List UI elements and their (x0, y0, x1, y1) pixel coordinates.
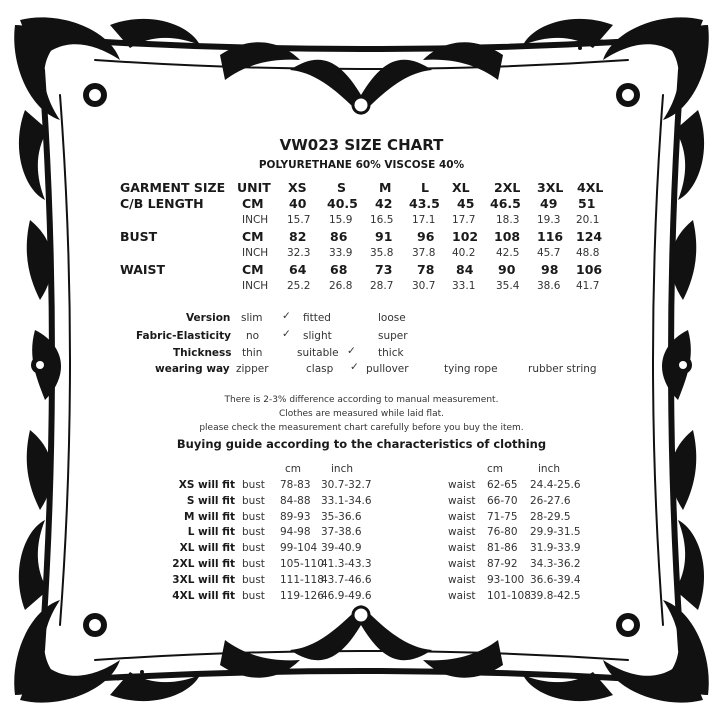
right-side-ornament (662, 220, 696, 510)
guide-size-label: 3XL will fit (172, 573, 235, 586)
row-label-waist: WAIST (120, 262, 166, 277)
guide-waist-cm: 81-86 (487, 542, 518, 555)
cb-length-cm-xl: 45 (457, 196, 475, 211)
guide-waist-cm: 93-100 (487, 573, 525, 586)
bust-cm-xs: 82 (289, 229, 307, 244)
unit-inch: INCH (242, 247, 269, 259)
guide-waist-cm: 62-65 (487, 479, 518, 491)
unit-cm: CM (242, 196, 264, 211)
wearing-option-tying-rope: tying rope (444, 363, 498, 375)
version-check-mark: ✓ (282, 310, 291, 322)
bust-cm-4xl: 124 (576, 229, 603, 244)
cb-length-cm-4xl: 51 (578, 196, 596, 211)
bust-cm-xl: 102 (452, 229, 479, 244)
thickness-check-mark: ✓ (347, 345, 356, 357)
wearing-option-pullover: pullover (366, 363, 409, 375)
guide-col-waist-cm: cm (487, 463, 504, 475)
guide-waist-label: waist (448, 542, 476, 555)
attr-label-version: Version (186, 312, 231, 324)
wearing-option-rubber-string: rubber string (528, 363, 597, 375)
guide-col-waist-inch: inch (538, 463, 560, 475)
header-size-m: M (379, 180, 392, 195)
left-side-ornament (27, 220, 61, 510)
waist-cm-xs: 64 (289, 262, 307, 277)
waist-cm-2xl: 90 (498, 262, 516, 277)
thickness-option-thick: thick (378, 347, 404, 359)
cb-length-inch-2xl: 18.3 (496, 214, 520, 226)
guide-size-label: S will fit (186, 494, 235, 507)
cb-length-inch-xl: 17.7 (452, 214, 476, 226)
guide-bust-label: bust (242, 526, 265, 539)
guide-waist-label: waist (448, 558, 476, 570)
guide-waist-inch: 36.6-39.4 (530, 573, 581, 586)
guide-bust-inch: 41.3-43.3 (321, 558, 372, 570)
bust-inch-4xl: 48.8 (576, 247, 600, 259)
guide-waist-inch: 26-27.6 (530, 494, 571, 507)
unit-cm: CM (242, 229, 264, 244)
attr-label-fabric-elasticity: Fabric-Elasticity (136, 330, 231, 342)
row-label-bust: BUST (120, 229, 158, 244)
guide-bust-inch: 33.1-34.6 (321, 494, 372, 507)
guide-bust-inch: 37-38.6 (321, 526, 362, 539)
wearing-option-clasp: clasp (306, 363, 334, 375)
header-size-3xl: 3XL (537, 180, 564, 195)
waist-cm-xl: 84 (456, 262, 474, 277)
bust-cm-s: 86 (330, 229, 348, 244)
waist-inch-s: 26.8 (329, 280, 353, 292)
unit-inch: INCH (242, 214, 269, 226)
guide-waist-label: waist (448, 573, 476, 586)
guide-waist-inch: 24.4-25.6 (530, 479, 581, 491)
note-measurement-difference: There is 2-3% difference according to manual measurement. (224, 395, 499, 405)
thickness-option-suitable: suitable (297, 347, 339, 359)
note-laid-flat: Clothes are measured while laid flat. (279, 409, 444, 419)
version-option-fitted: fitted (303, 312, 331, 324)
guide-bust-inch: 39-40.9 (321, 542, 362, 555)
bust-inch-m: 35.8 (370, 247, 394, 259)
chart-title: VW023 SIZE CHART (279, 136, 444, 154)
guide-size-label: 4XL will fit (172, 589, 235, 602)
bottom-center-ornament (220, 605, 503, 678)
guide-size-label: L will fit (187, 526, 235, 539)
waist-inch-2xl: 35.4 (496, 280, 520, 292)
waist-cm-m: 73 (375, 262, 393, 277)
guide-bust-cm: 84-88 (280, 494, 311, 507)
guide-bust-label: bust (242, 542, 265, 555)
bust-inch-xl: 40.2 (452, 247, 476, 259)
thickness-option-thin: thin (242, 347, 263, 359)
bust-cm-m: 91 (375, 229, 393, 244)
guide-bust-label: bust (242, 494, 265, 507)
elasticity-option-no: no (246, 330, 260, 342)
guide-bust-inch: 30.7-32.7 (321, 479, 372, 491)
cb-length-inch-s: 15.9 (329, 214, 353, 226)
bust-inch-2xl: 42.5 (496, 247, 520, 259)
waist-cm-4xl: 106 (576, 262, 603, 277)
guide-size-label: M will fit (183, 510, 235, 523)
bust-cm-2xl: 108 (494, 229, 521, 244)
waist-cm-3xl: 98 (541, 262, 559, 277)
guide-waist-label: waist (448, 526, 476, 539)
header-size-l: L (421, 180, 429, 195)
cb-length-inch-xs: 15.7 (287, 214, 311, 226)
guide-bust-label: bust (242, 558, 265, 570)
guide-waist-inch: 39.8-42.5 (530, 589, 581, 602)
guide-size-label: XS will fit (178, 479, 235, 491)
waist-inch-xl: 33.1 (452, 280, 476, 292)
waist-cm-l: 78 (417, 262, 435, 277)
bust-inch-xs: 32.3 (287, 247, 311, 259)
waist-inch-3xl: 38.6 (537, 280, 561, 292)
attr-label-wearing-way: wearing way (155, 363, 230, 375)
cb-length-cm-3xl: 49 (540, 196, 558, 211)
cb-length-inch-l: 17.1 (412, 214, 436, 226)
guide-bust-inch: 43.7-46.6 (321, 573, 372, 586)
fabric-composition: POLYURETHANE 60% VISCOSE 40% (258, 159, 465, 171)
guide-waist-label: waist (448, 479, 476, 491)
bust-inch-s: 33.9 (329, 247, 353, 259)
version-option-loose: loose (378, 312, 406, 324)
waist-inch-4xl: 41.7 (576, 280, 600, 292)
header-size-s: S (337, 180, 347, 195)
bust-cm-3xl: 116 (537, 229, 564, 244)
header-size-xl: XL (452, 180, 470, 195)
guide-bust-cm: 99-104 (280, 542, 318, 555)
cb-length-cm-s: 40.5 (327, 196, 358, 211)
guide-bust-cm: 89-93 (280, 510, 311, 523)
version-option-slim: slim (241, 312, 263, 324)
note-check-chart: please check the measurement chart carefully before you buy the item. (199, 423, 524, 433)
guide-bust-cm: 78-83 (280, 479, 311, 491)
unit-inch: INCH (242, 280, 269, 292)
top-center-ornament (220, 42, 503, 115)
guide-col-bust-cm: cm (285, 463, 302, 475)
waist-cm-s: 68 (330, 262, 348, 277)
guide-size-label: 2XL will fit (172, 558, 235, 570)
elasticity-check-mark: ✓ (282, 328, 291, 340)
bust-inch-3xl: 45.7 (537, 247, 561, 259)
bust-cm-l: 96 (417, 229, 435, 244)
row-label-cb-length: C/B LENGTH (120, 196, 204, 211)
cb-length-inch-3xl: 19.3 (537, 214, 561, 226)
wearing-option-zipper: zipper (236, 363, 269, 375)
guide-size-label: XL will fit (179, 542, 235, 555)
header-size-xs: XS (288, 180, 307, 195)
guide-waist-cm: 71-75 (487, 510, 518, 523)
cb-length-cm-2xl: 46.5 (490, 196, 521, 211)
guide-bust-label: bust (242, 510, 265, 523)
waist-inch-xs: 25.2 (287, 280, 311, 292)
guide-waist-label: waist (448, 494, 476, 507)
guide-bust-cm: 105-110 (280, 558, 324, 570)
guide-waist-cm: 101-108 (487, 589, 531, 602)
buying-guide-title: Buying guide according to the characteristics of clothing (176, 437, 547, 451)
elasticity-option-super: super (378, 330, 408, 342)
guide-bust-cm: 119-126 (280, 589, 324, 602)
waist-inch-m: 28.7 (370, 280, 394, 292)
guide-col-bust-inch: inch (331, 463, 353, 475)
wearing-check-mark: ✓ (350, 361, 359, 373)
cb-length-inch-4xl: 20.1 (576, 214, 600, 226)
header-size-2xl: 2XL (494, 180, 521, 195)
guide-waist-label: waist (448, 589, 476, 602)
guide-bust-label: bust (242, 479, 265, 491)
guide-waist-cm: 76-80 (487, 526, 518, 539)
guide-bust-label: bust (242, 589, 265, 602)
guide-waist-label: waist (448, 510, 476, 523)
unit-cm: CM (242, 262, 264, 277)
bust-inch-l: 37.8 (412, 247, 436, 259)
guide-waist-cm: 87-92 (487, 558, 518, 570)
cb-length-cm-l: 43.5 (409, 196, 440, 211)
guide-waist-inch: 34.3-36.2 (530, 558, 581, 570)
guide-bust-label: bust (242, 573, 265, 586)
elasticity-option-slight: slight (303, 330, 332, 342)
header-unit: UNIT (237, 180, 271, 195)
guide-bust-cm: 94-98 (280, 526, 311, 539)
attr-label-thickness: Thickness (173, 347, 232, 359)
header-garment-size: GARMENT SIZE (120, 180, 226, 195)
cb-length-cm-m: 42 (375, 196, 393, 211)
cb-length-cm-xs: 40 (289, 196, 307, 211)
guide-waist-inch: 31.9-33.9 (530, 542, 581, 555)
guide-bust-inch: 46.9-49.6 (321, 589, 372, 602)
waist-inch-l: 30.7 (412, 280, 436, 292)
guide-waist-inch: 29.9-31.5 (530, 526, 581, 539)
guide-bust-inch: 35-36.6 (321, 510, 362, 523)
header-size-4xl: 4XL (577, 180, 604, 195)
guide-bust-cm: 111-118 (280, 573, 324, 586)
cb-length-inch-m: 16.5 (370, 214, 394, 226)
guide-waist-inch: 28-29.5 (530, 510, 571, 523)
guide-waist-cm: 66-70 (487, 494, 518, 507)
